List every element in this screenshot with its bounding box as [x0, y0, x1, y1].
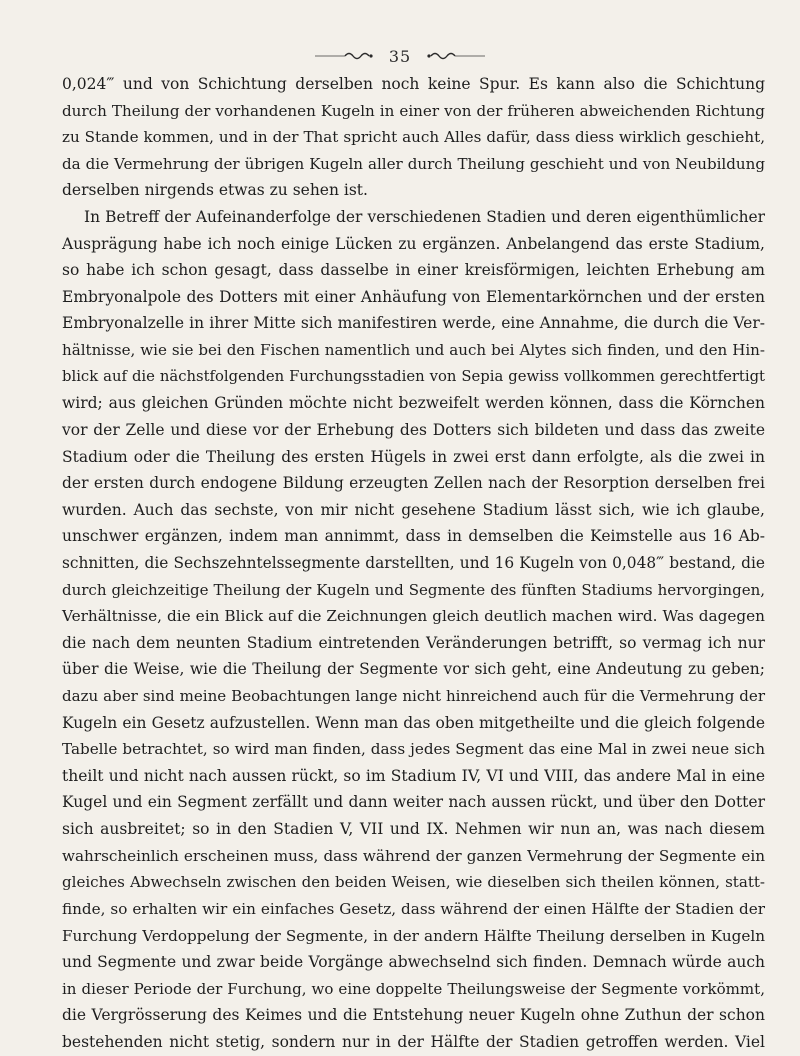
text-line: Embryonalzelle in ihrer Mitte sich manifestiren werde, eine Annahme, die durch die Ver-	[62, 314, 765, 333]
text-line: vor der Zelle und diese vor der Erhebung des Dotters sich bildeten und dass das zweite	[62, 420, 765, 439]
text-line: In Betreff der Aufeinanderfolge der verschiedenen Stadien und deren eigenthümlicher	[84, 208, 765, 227]
text-line: unschwer ergänzen, indem man annimmt, dass in demselben die Keimstelle aus 16 Ab-	[62, 527, 765, 546]
text-line: Tabelle betrachtet, so wird man finden, dass jedes Segment das eine Mal in zwei neue sich	[62, 740, 765, 759]
text-line: durch Theilung der vorhandenen Kugeln in einer von der früheren abweichenden Richtung	[62, 101, 765, 120]
text-line: die Vergrösserung des Keimes und die Entstehung neuer Kugeln ohne Zuthun der schon	[62, 1006, 765, 1025]
text-line: hältnisse, wie sie bei den Fischen namentlich und auch bei Alytes sich finden, und den Hin-	[62, 341, 765, 360]
text-line: die nach dem neunten Stadium eintretenden Veränderungen betrifft, so vermag ich nur	[62, 633, 765, 652]
text-line: zu Stande kommen, und in der That spricht auch Alles dafür, dass diess wirklich geschieht,	[62, 128, 765, 147]
text-line: wird; aus gleichen Gründen möchte nicht bezweifelt werden können, dass die Körnchen	[62, 394, 765, 413]
ornament-right-icon	[425, 50, 485, 62]
text-line: durch gleichzeitige Theilung der Kugeln und Segmente des fünften Stadiums hervorgingen,	[62, 580, 765, 599]
text-line: dazu aber sind meine Beobachtungen lange nicht hinreichend auch für die Vermehrung der	[62, 687, 765, 706]
text-line: Ausprägung habe ich noch einige Lücken zu ergänzen. Anbelangend das erste Stadium,	[62, 234, 765, 253]
text-line: derselben nirgends etwas zu sehen ist.	[62, 181, 368, 200]
text-line: wahrscheinlich erscheinen muss, dass während der ganzen Vermehrung der Segmente ein	[62, 846, 765, 865]
text-line: 0,024‴ und von Schichtung derselben noch keine Spur. Es kann also die Schichtung	[62, 75, 765, 93]
text-line: bestehenden nicht stetig, sondern nur in der Hälfte der Stadien getroffen werden. Viel	[62, 1032, 765, 1051]
text-line: so habe ich schon gesagt, dass dasselbe in einer kreisförmigen, leichten Erhebung am	[62, 261, 765, 280]
page-header	[0, 44, 800, 68]
text-line: über die Weise, wie die Theilung der Segmente vor sich geht, eine Andeutung zu geben;	[62, 660, 765, 679]
text-line: und Segmente und zwar beide Vorgänge abwechselnd sich finden. Demnach würde auch	[62, 953, 765, 972]
text-line: Embryonalpole des Dotters mit einer Anhäufung von Elementarkörnchen und der ersten	[62, 287, 765, 306]
text-line: theilt und nicht nach aussen rückt, so im Stadium IV, VI und VIII, das andere Mal in eine	[62, 766, 765, 785]
body-text	[62, 71, 765, 1056]
text-line: da die Vermehrung der übrigen Kugeln aller durch Theilung geschieht und von Neubildung	[62, 154, 765, 173]
text-line: Stadium oder die Theilung des ersten Hügels in zwei erst dann erfolgte, als die zwei in	[62, 447, 765, 466]
text-line: gleiches Abwechseln zwischen den beiden Weisen, wie dieselben sich theilen können, statt-	[62, 873, 765, 892]
text-line: sich ausbreitet; so in den Stadien V, VII und IX. Nehmen wir nun an, was nach diesem	[62, 820, 765, 839]
text-line: Kugel und ein Segment zerfällt und dann weiter nach aussen rückt, und über den Dotter	[62, 793, 765, 812]
page-number: 35	[388, 46, 412, 66]
text-line: Verhältnisse, die ein Blick auf die Zeichnungen gleich deutlich machen wird. Was dagegen	[62, 607, 765, 626]
text-line: Furchung Verdoppelung der Segmente, in der andern Hälfte Theilung derselben in Kugeln	[62, 926, 765, 945]
text-line: Kugeln ein Gesetz aufzustellen. Wenn man das oben mitgetheilte und die gleich folgende	[62, 713, 765, 732]
text-line: blick auf die nächstfolgenden Furchungsstadien von Sepia gewiss vollkommen gerechtfertigt	[62, 367, 765, 385]
text-line: schnitten, die Sechszehntelssegmente darstellten, und 16 Kugeln von 0,048‴ bestand, die	[62, 553, 765, 572]
text-line: in dieser Periode der Furchung, wo eine doppelte Theilungsweise der Segmente vorkömmt,	[62, 979, 765, 998]
text-line: wurden. Auch das sechste, von mir nicht gesehene Stadium lässt sich, wie ich glaube,	[62, 500, 765, 519]
text-line: finde, so erhalten wir ein einfaches Gesetz, dass während der einen Hälfte der Stadien der	[62, 899, 765, 918]
ornament-left-icon	[315, 50, 375, 62]
text-line: der ersten durch endogene Bildung erzeugten Zellen nach der Resorption derselben frei	[62, 474, 765, 493]
